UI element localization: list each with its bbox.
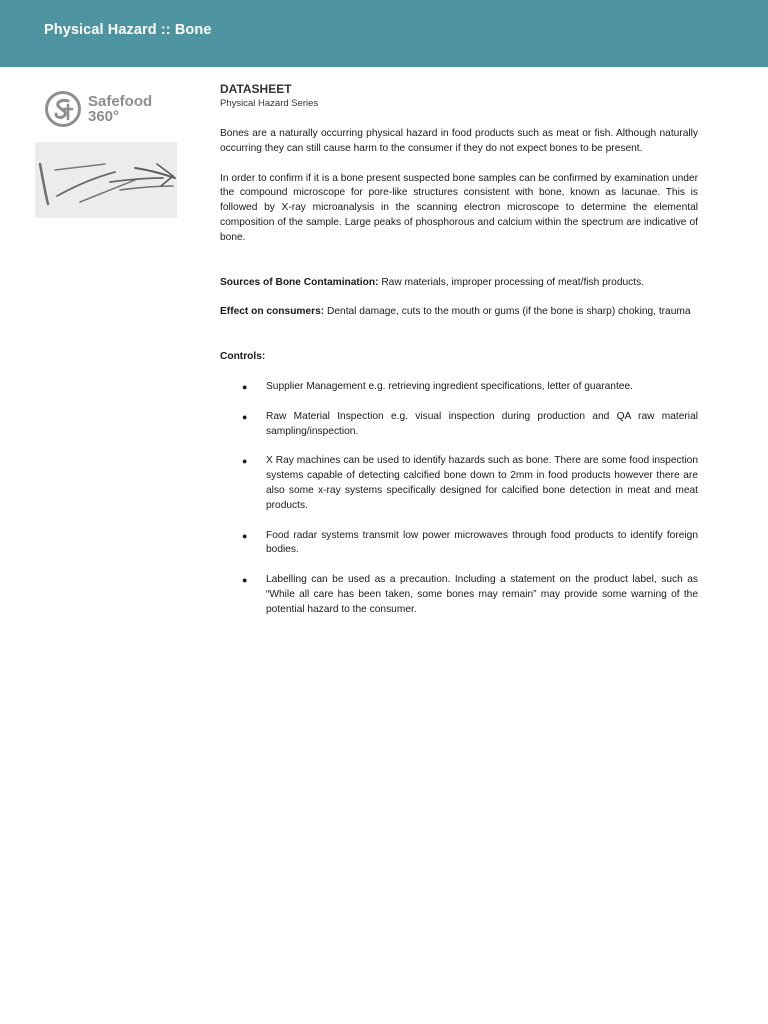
- datasheet-subtitle: Physical Hazard Series: [220, 98, 319, 109]
- safefood-logo: [44, 90, 174, 128]
- datasheet-content: [220, 82, 698, 633]
- confirmation-paragraph: In order to confirm if it is a bone present suspected bone samples can be confirmed by examination under the compound microscope for pore-like structures consistent with bone, known as lacunae. This is followed by X-ray microanalysis in the scanning electron microscope to determine the elemental composition of the sample. Large peaks of phosphorous and calcium within the spectrum are indicative of bone.: [220, 172, 698, 243]
- list-item: ● X Ray machines can be used to identify hazards such as bone. There are some food inspection systems capable of detecting calcified bone down to 2mm in food products however there are also some x-ray systems specifically designed for calcified bone detection in meat and meat products.: [242, 455, 698, 511]
- logo-wordmark: [88, 94, 152, 124]
- sources-label: Sources of Bone Contamination:: [220, 276, 379, 288]
- list-item: ● Supplier Management e.g. retrieving ingredient specifications, letter of guarantee.: [220, 380, 698, 395]
- page-header: [0, 0, 768, 67]
- list-item: ● Labelling can be used as a precaution. Including a statement on the product label, such as “While all care has been taken, some bones may remain” may provide some warning of the potential hazard to the consumer.: [242, 574, 698, 615]
- bullet-icon: ●: [242, 456, 248, 467]
- page-title: Physical Hazard :: Bone: [44, 22, 212, 38]
- bullet-icon: ●: [242, 411, 248, 422]
- list-item: ● Raw Material Inspection e.g. visual inspection during production and QA raw material sampling/inspection.: [242, 410, 698, 437]
- effect-text: Dental damage, cuts to the mouth or gums (if the bone is sharp) choking, trauma: [324, 306, 691, 318]
- datasheet-title: DATASHEET: [220, 82, 292, 96]
- logo-line-2: 360°: [88, 108, 120, 125]
- bullet-icon: ●: [242, 530, 248, 541]
- safefood-logo-icon: [44, 90, 82, 128]
- sources-paragraph: [220, 276, 698, 291]
- effect-label: Effect on consumers:: [220, 306, 325, 318]
- bullet-icon: ●: [242, 381, 248, 392]
- logo-line-1: Safefood: [88, 93, 153, 110]
- bone-fragments-image: [35, 142, 177, 218]
- bullet-icon: ●: [242, 575, 248, 586]
- controls-heading: Controls:: [220, 351, 266, 363]
- intro-paragraph: Bones are a naturally occurring physical hazard in food products such as meat or fish. Although naturally occurring they can still cause harm to the consumer if they do not expect bones to be present.: [220, 128, 698, 154]
- list-item: ● Food radar systems transmit low power microwaves through food products to identify foreign bodies.: [242, 529, 698, 556]
- effect-paragraph: [220, 305, 698, 320]
- controls-list: [220, 380, 698, 618]
- sources-text: Raw materials, improper processing of meat/fish products.: [378, 276, 645, 288]
